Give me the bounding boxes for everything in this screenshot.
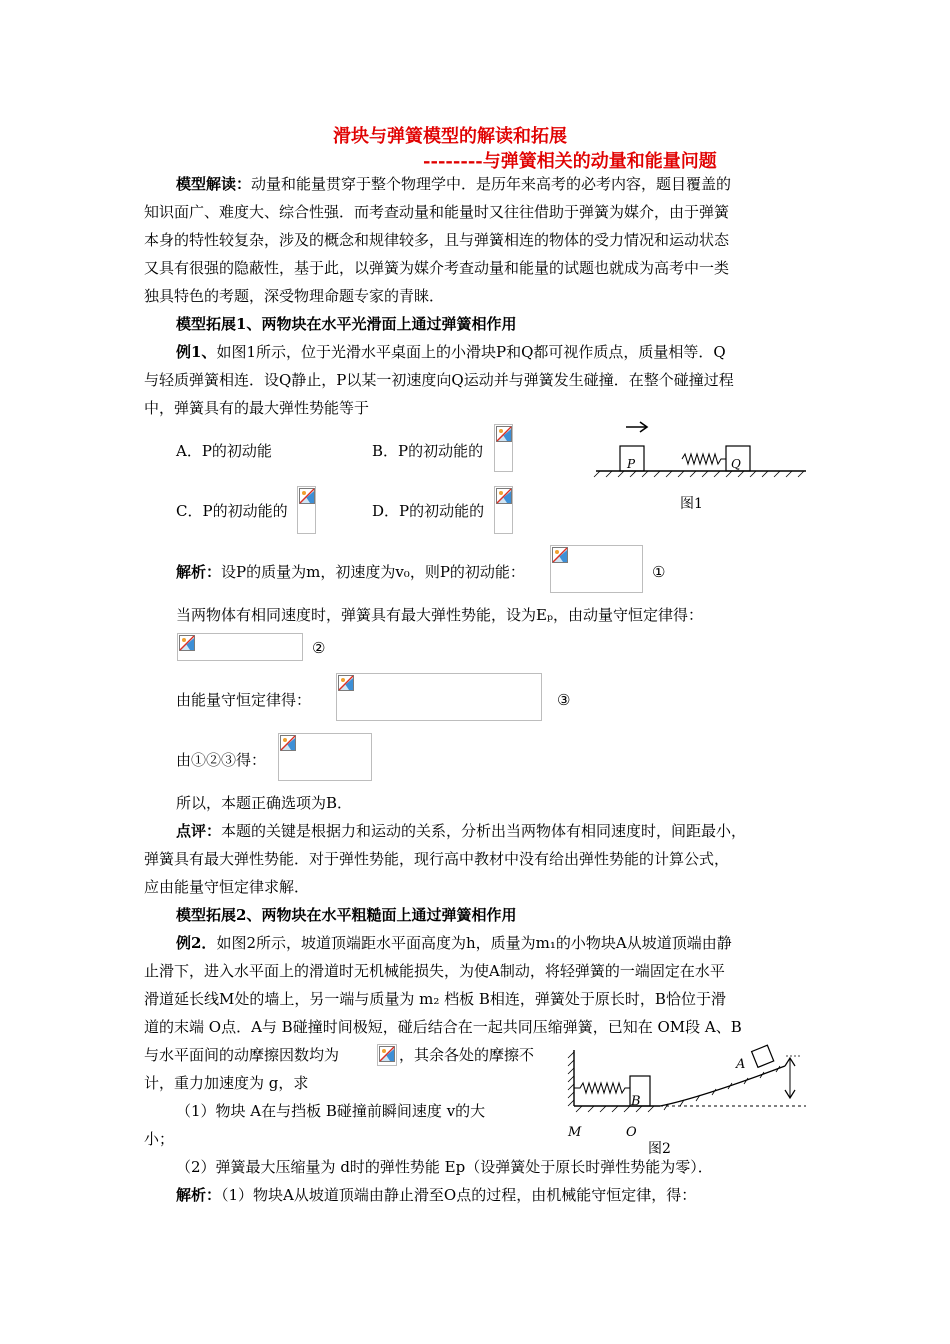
broken-image-icon (379, 1046, 395, 1062)
example2-line-1: 例2．如图2所示，坡道顶端距水平面高度为h，质量为m₁的小物块A从坡道顶端由静 (176, 934, 732, 952)
figure2-caption: 图2 (648, 1141, 671, 1156)
intro-line-2: 知识面广、难度大、综合性强．而考查动量和能量时又往往借助于弹簧为媒介，由于弹簧 (144, 203, 730, 221)
wall-hatch (568, 1052, 574, 1106)
example2-line-3: 滑道延长线M处的墙上，另一端与质量为 m₂ 档板 B相连，弹簧处于原长时，B恰位于滑 (144, 990, 726, 1008)
example2-line-5b: ，其余各处的摩擦不 (399, 1046, 535, 1064)
example1-line-3: 中，弹簧具有的最大弹性势能等于 (144, 399, 370, 417)
broken-image-icon (552, 547, 568, 563)
block-a (752, 1045, 774, 1067)
option-a: A．P的初动能 (176, 442, 272, 460)
option-b-fraction-image (494, 424, 513, 472)
option-d-fraction-image (494, 486, 513, 534)
solution1-line-2: 当两物体有相同速度时，弹簧具有最大弹性势能，设为Eₚ，由动量守恒定律得： (176, 606, 703, 624)
solution2-line-1: 解析：（1）物块A从坡道顶端由静止滑至O点的过程，由机械能守恒定律，得： (176, 1186, 697, 1204)
option-b: B．P的初动能的 (372, 442, 484, 460)
question-1-b: 小； (144, 1130, 175, 1148)
solution1-line-4: 由①②③得： (176, 751, 267, 769)
section2-heading: 模型拓展2、两物块在水平粗糙面上通过弹簧相作用 (176, 906, 517, 924)
slope (660, 1066, 785, 1106)
solution1-line-3: 由能量守恒定律得： (176, 691, 312, 709)
spring-2 (574, 1083, 630, 1093)
comment-line-1: 点评：本题的关键是根据力和运动的关系，分析出当两物体有相同速度时，间距最小， (176, 822, 747, 840)
example2-line-5a: 与水平面间的动摩擦因数均为 (144, 1046, 340, 1064)
page-subtitle: --------与弹簧相关的动量和能量问题 (423, 151, 717, 172)
figure2-label-m: M (568, 1125, 582, 1140)
figure-1 (590, 418, 810, 518)
formula-image-4 (278, 733, 372, 781)
mu-image (377, 1044, 397, 1066)
formula-image-1 (550, 545, 643, 593)
intro-line-3: 本身的特性较复杂，涉及的概念和规律较多，且与弹簧相连的物体的受力情况和运动状态 (144, 231, 730, 249)
spring-1 (682, 454, 726, 464)
comment-line-3: 应由能量守恒定律求解． (144, 878, 310, 896)
figure2-label-b: B (631, 1094, 641, 1109)
formula-image-3 (336, 673, 542, 721)
page-title: 滑块与弹簧模型的解读和拓展 (333, 126, 567, 147)
intro-label: 模型解读： (176, 175, 252, 193)
height-indicator (785, 1056, 800, 1098)
option-d: D．P的初动能的 (372, 502, 485, 520)
surface-hatch (594, 471, 804, 477)
figure1-label-q: Q (731, 457, 741, 471)
solution1-line-5: 所以，本题正确选项为B． (176, 794, 353, 812)
intro-line-5: 独具特色的考题，深受物理命题专家的青睐． (144, 287, 445, 305)
intro-line-4: 又具有很强的隐蔽性，基于此，以弹簧为媒介考查动量和能量的试题也就成为高考中一类 (144, 259, 730, 277)
figure2-label-o: O (626, 1125, 637, 1140)
ground-hatch (576, 1066, 780, 1112)
equation-mark-2: ② (312, 639, 326, 657)
example2-line-4: 道的末端 O点．A与 B碰撞时间极短，碰后结合在一起共同压缩弹簧，已知在 OM段 A、B (144, 1018, 742, 1036)
equation-mark-1: ① (652, 563, 666, 581)
broken-image-icon (496, 426, 512, 442)
velocity-arrow (626, 422, 647, 432)
broken-image-icon (280, 735, 296, 751)
broken-image-icon (496, 488, 512, 504)
equation-mark-3: ③ (557, 691, 571, 709)
broken-image-icon (179, 635, 195, 651)
figure2-label-a: A (736, 1057, 746, 1072)
example2-line-6: 计，重力加速度为 g，求 (144, 1074, 309, 1092)
figure1-label-p: P (627, 457, 636, 471)
question-2: （2）弹簧最大压缩量为 d时的弹性势能 Ep（设弹簧处于原长时弹性势能为零）． (176, 1158, 713, 1176)
example1-line-1: 例1、如图1所示，位于光滑水平桌面上的小滑块P和Q都可视作质点，质量相等．Q (176, 343, 726, 361)
example1-line-2: 与轻质弹簧相连．设Q静止，P以某一初速度向Q运动并与弹簧发生碰撞．在整个碰撞过程 (144, 371, 734, 389)
example2-line-2: 止滑下，进入水平面上的滑道时无机械能损失，为使A制动，将轻弹簧的一端固定在水平 (144, 962, 725, 980)
broken-image-icon (338, 675, 354, 691)
section1-heading: 模型拓展1、两物块在水平光滑面上通过弹簧相作用 (176, 315, 517, 333)
option-c: C．P的初动能的 (176, 502, 288, 520)
figure-2 (560, 1038, 810, 1156)
figure1-caption: 图1 (680, 496, 703, 512)
option-c-fraction-image (297, 486, 316, 534)
intro-line-1: 模型解读：动量和能量贯穿于整个物理学中．是历年来高考的必考内容，题目覆盖的 (176, 175, 732, 193)
comment-line-2: 弹簧具有最大弹性势能．对于弹性势能，现行高中教材中没有给出弹性势能的计算公式， (144, 850, 730, 868)
question-1-a: （1）物块 A在与挡板 B碰撞前瞬间速度 v的大 (176, 1102, 486, 1120)
formula-image-2 (177, 633, 303, 661)
broken-image-icon (299, 488, 315, 504)
solution1-line-1: 解析：设P的质量为m，初速度为v₀，则P的初动能： (176, 563, 525, 581)
